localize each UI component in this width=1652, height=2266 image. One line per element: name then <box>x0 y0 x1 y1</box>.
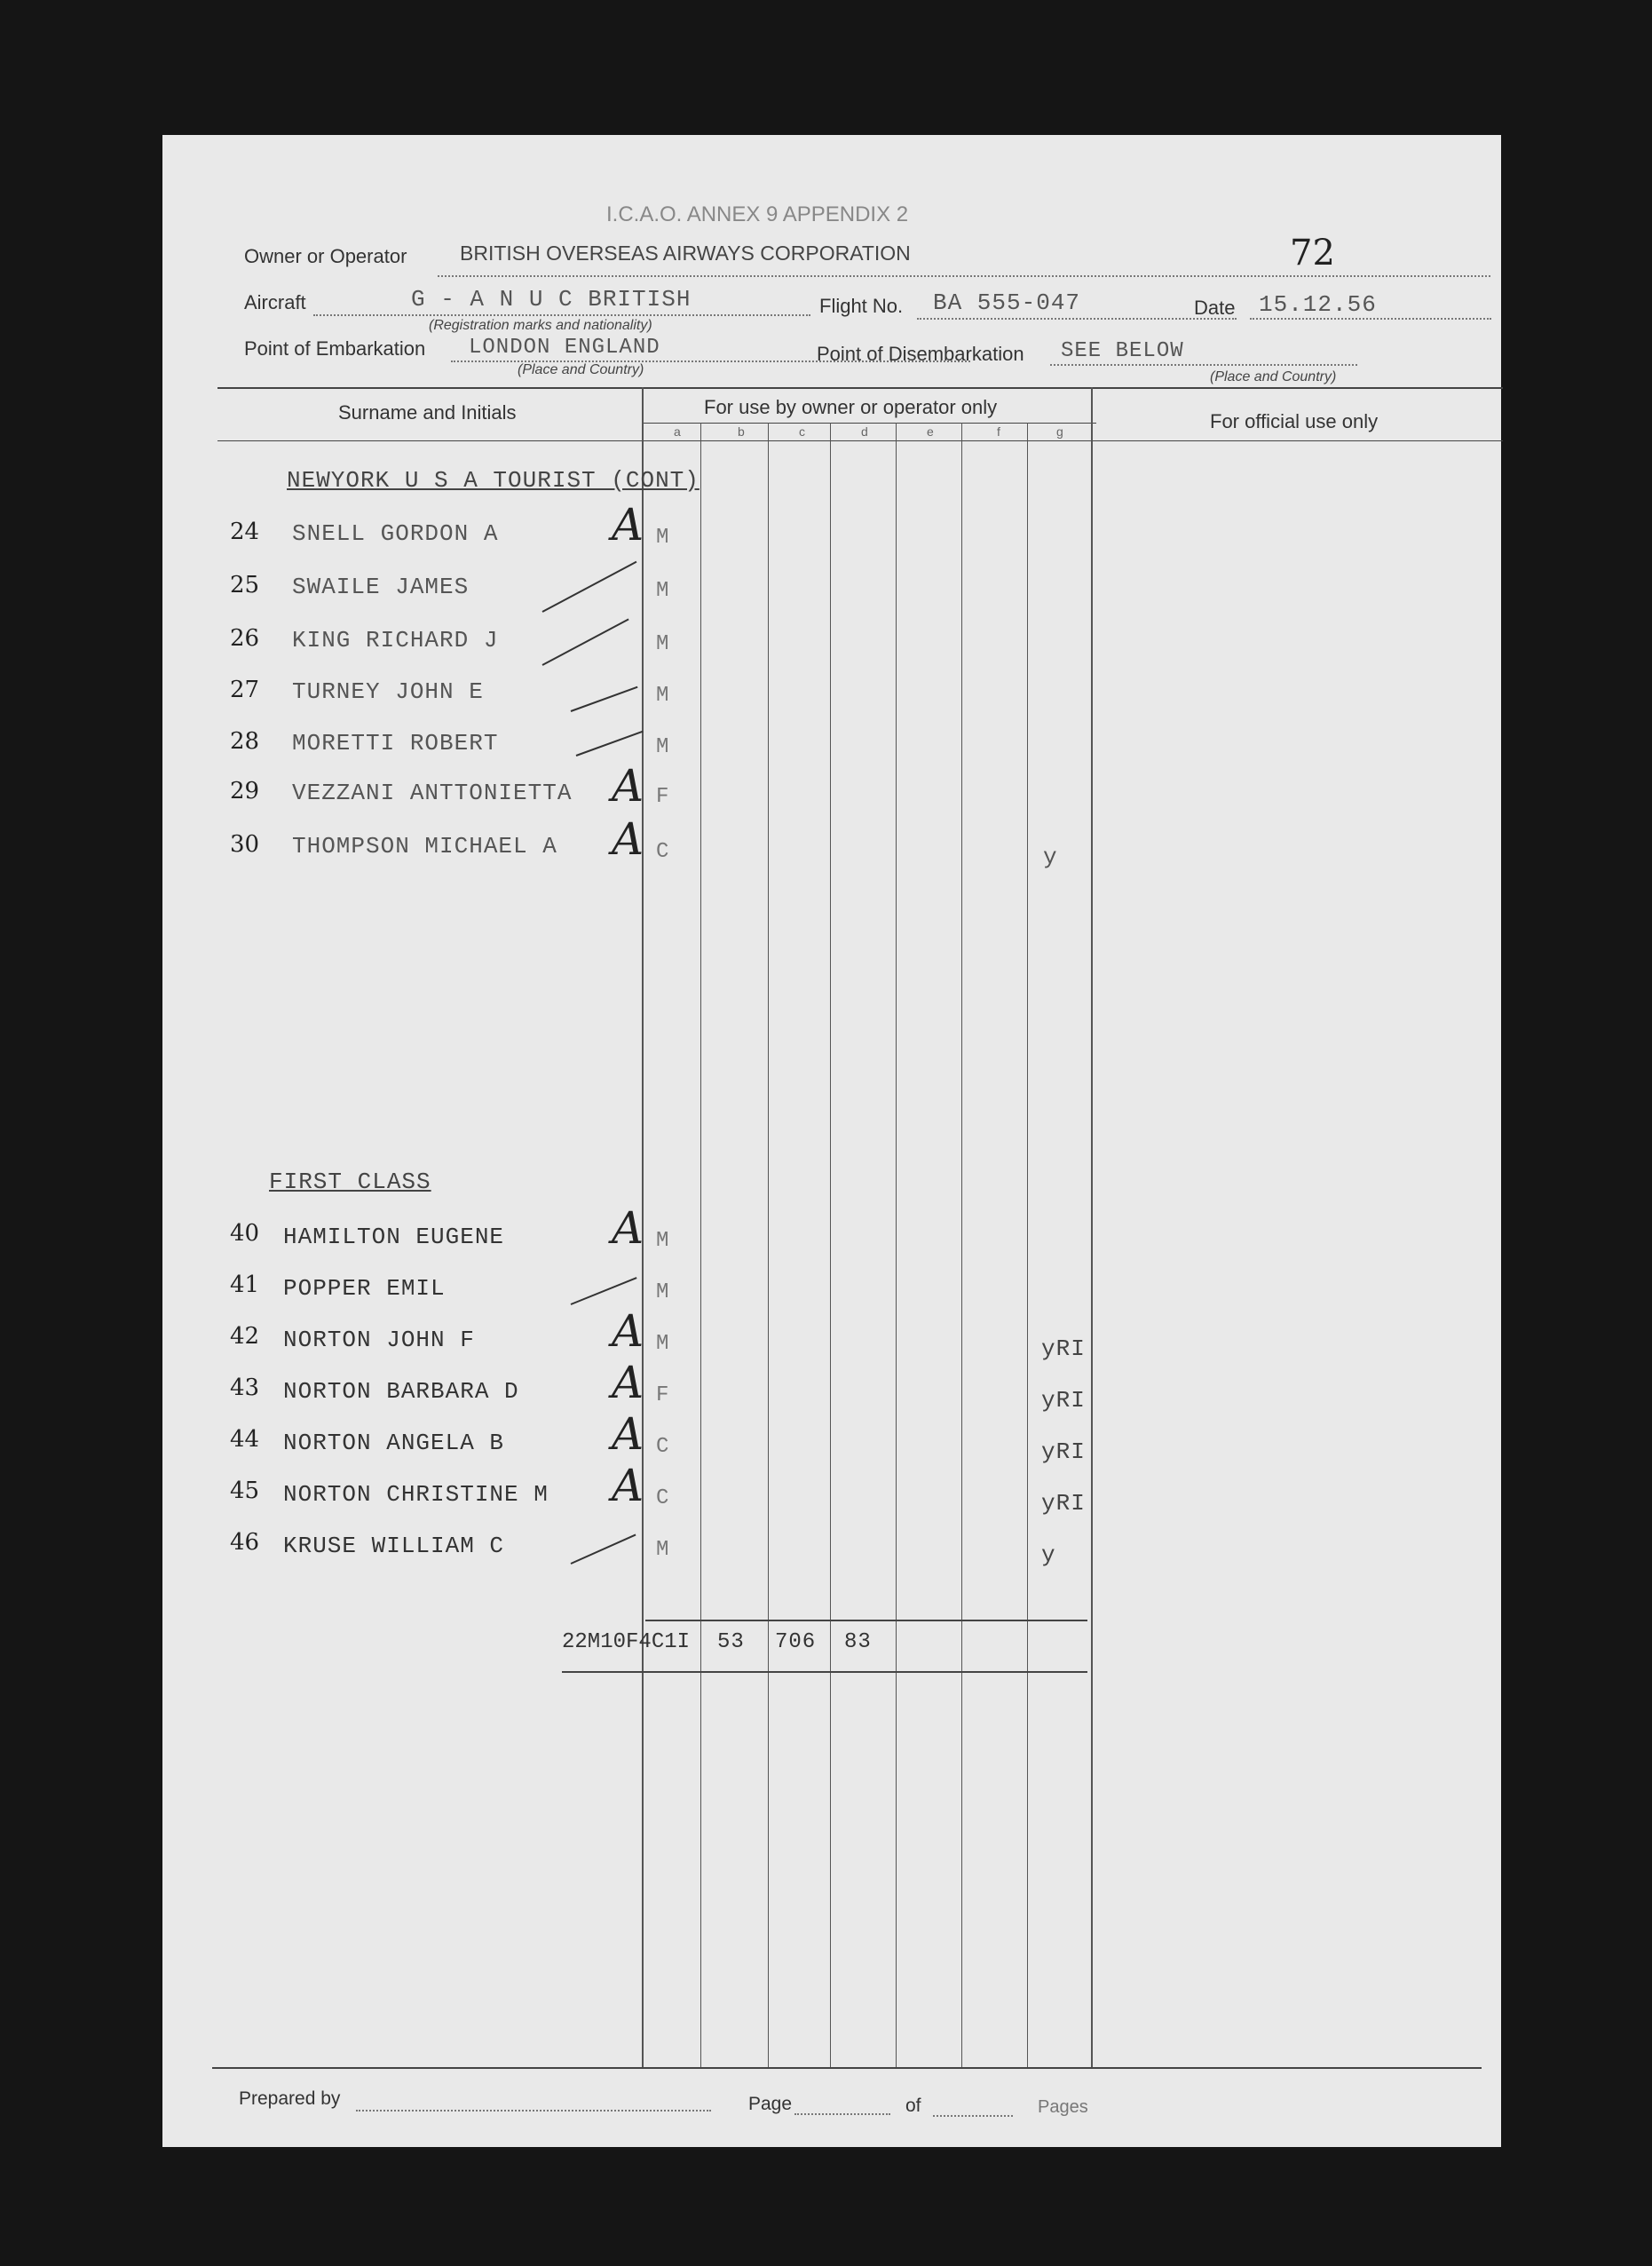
sex-code: C <box>656 1486 669 1510</box>
section-heading-first-class: FIRST CLASS <box>269 1169 431 1195</box>
table-header-rule <box>217 440 1503 441</box>
embark-value: LONDON ENGLAND <box>469 336 660 360</box>
date-label: Date <box>1194 297 1236 319</box>
column-line-c <box>768 423 769 2067</box>
form-reference: I.C.A.O. ANNEX 9 APPENDIX 2 <box>606 202 909 226</box>
column-line-official <box>1091 387 1093 2067</box>
column-line-d <box>830 423 831 2067</box>
handwritten-a-mark: A <box>612 813 644 865</box>
sex-code: F <box>656 785 669 809</box>
check-stroke <box>542 561 637 613</box>
sub-letter-f: f <box>997 424 1000 439</box>
of-label: of <box>905 2096 921 2116</box>
passenger-name: SNELL GORDON A <box>292 520 499 547</box>
column-line-g <box>1027 423 1028 2067</box>
owner-dotted-line <box>438 275 1490 277</box>
sex-code: M <box>656 1229 669 1253</box>
aircraft-dotted-line <box>313 314 810 316</box>
row-number: 28 <box>230 728 260 755</box>
passenger-name: HAMILTON EUGENE <box>283 1224 505 1250</box>
row-number: 41 <box>230 1272 260 1298</box>
passenger-name: THOMPSON MICHAEL A <box>292 833 557 860</box>
sub-letter-e: e <box>927 424 934 439</box>
sex-code: M <box>656 579 669 603</box>
owner-value: BRITISH OVERSEAS AIRWAYS CORPORATION <box>460 242 911 265</box>
aircraft-label: Aircraft <box>244 291 306 313</box>
totals-bottom-rule <box>562 1671 1087 1673</box>
row-number: 46 <box>230 1529 260 1556</box>
aircraft-value: G - A N U C BRITISH <box>411 286 692 313</box>
passenger-name: MORETTI ROBERT <box>292 730 499 757</box>
column-g-value: yRI <box>1041 1335 1086 1362</box>
column-line-b <box>700 423 701 2067</box>
handwritten-a-mark: A <box>612 1305 644 1357</box>
passenger-name: NORTON BARBARA D <box>283 1378 519 1405</box>
column-g-value: yRI <box>1041 1438 1086 1465</box>
passenger-name: NORTON ANGELA B <box>283 1430 505 1456</box>
sex-code: C <box>656 840 669 864</box>
column-line-f <box>961 423 962 2067</box>
row-number: 30 <box>230 831 260 858</box>
column-g-value: y <box>1041 1541 1056 1568</box>
column-line-e <box>896 423 897 2067</box>
page-number: 72 <box>1290 233 1335 273</box>
row-number: 27 <box>230 677 260 703</box>
sex-code: M <box>656 1280 669 1304</box>
disembark-value: SEE BELOW <box>1061 339 1184 363</box>
sex-code: M <box>656 735 669 759</box>
disembark-dotted-line <box>1050 364 1357 366</box>
passenger-name: VEZZANI ANTTONIETTA <box>292 780 573 806</box>
section-heading-tourist: NEWYORK U S A TOURIST (CONT) <box>287 467 700 494</box>
passenger-name: KING RICHARD J <box>292 627 499 654</box>
sub-letter-d: d <box>861 424 868 439</box>
disembark-label: Point of Disembarkation <box>817 343 1024 365</box>
handwritten-a-mark: A <box>612 1408 644 1460</box>
sub-letter-a: a <box>674 424 681 439</box>
footer-rule <box>212 2067 1482 2069</box>
date-dotted-line <box>1250 318 1491 320</box>
sex-code: M <box>656 1538 669 1562</box>
date-value: 15.12.56 <box>1259 291 1377 318</box>
page-label: Page <box>748 2094 793 2114</box>
sex-code: M <box>656 1332 669 1356</box>
sex-code: M <box>656 632 669 656</box>
passenger-name: SWAILE JAMES <box>292 574 470 600</box>
handwritten-a-mark: A <box>612 499 644 551</box>
check-stroke <box>571 686 638 712</box>
sub-letter-c: c <box>799 424 805 439</box>
table-top-rule <box>217 387 1503 389</box>
row-number: 44 <box>230 1426 260 1453</box>
flight-label: Flight No. <box>819 295 904 317</box>
total-column-c: 706 <box>775 1630 817 1654</box>
flight-dotted-line <box>917 318 1237 320</box>
flight-value: BA 555-047 <box>933 289 1081 316</box>
sub-letter-g: g <box>1056 424 1063 439</box>
disembark-note: (Place and Country) <box>1210 369 1337 384</box>
totals-sex-summary: 22M10F4C1I <box>562 1630 691 1654</box>
page-dotted-line <box>794 2113 890 2115</box>
row-number: 42 <box>230 1323 260 1350</box>
row-number: 29 <box>230 778 260 804</box>
sub-letter-b: b <box>738 424 745 439</box>
handwritten-a-mark: A <box>612 1460 644 1511</box>
embark-label: Point of Embarkation <box>244 337 426 360</box>
check-stroke <box>571 1534 636 1565</box>
sex-code: F <box>656 1383 669 1407</box>
embark-note: (Place and Country) <box>518 362 644 377</box>
manifest-sheet <box>162 135 1501 2147</box>
sex-code: M <box>656 684 669 708</box>
official-column-header: For official use only <box>1210 410 1379 432</box>
row-number: 40 <box>230 1220 260 1247</box>
owner-subheader-rule <box>642 423 1096 424</box>
owner-label: Owner or Operator <box>244 245 407 267</box>
total-column-b: 53 <box>717 1630 745 1654</box>
column-g-value: yRI <box>1041 1490 1086 1517</box>
pages-label: Pages <box>1038 2097 1088 2117</box>
passenger-name: POPPER EMIL <box>283 1275 446 1302</box>
passenger-name: NORTON JOHN F <box>283 1327 475 1353</box>
row-number: 43 <box>230 1375 260 1401</box>
column-g-value: y <box>1043 844 1058 870</box>
passenger-name: TURNEY JOHN E <box>292 678 484 705</box>
owner-column-header: For use by owner or operator only <box>704 396 998 418</box>
name-column-header: Surname and Initials <box>338 401 517 424</box>
of-dotted-line <box>933 2115 1013 2117</box>
handwritten-a-mark: A <box>612 760 644 812</box>
passenger-name: KRUSE WILLIAM C <box>283 1533 505 1559</box>
sex-code: C <box>656 1435 669 1459</box>
aircraft-note: (Registration marks and nationality) <box>429 318 652 333</box>
prepared-by-dotted-line <box>356 2110 711 2112</box>
totals-top-rule <box>645 1620 1087 1621</box>
handwritten-a-mark: A <box>612 1202 644 1254</box>
check-stroke <box>571 1277 637 1305</box>
column-g-value: yRI <box>1041 1387 1086 1414</box>
check-stroke <box>542 618 629 665</box>
row-number: 26 <box>230 625 260 652</box>
row-number: 45 <box>230 1478 260 1504</box>
row-number: 25 <box>230 572 260 598</box>
passenger-name: NORTON CHRISTINE M <box>283 1481 549 1508</box>
row-number: 24 <box>230 519 260 545</box>
sex-code: M <box>656 526 669 550</box>
total-column-d: 83 <box>844 1630 872 1654</box>
prepared-by-label: Prepared by <box>239 2088 341 2109</box>
check-stroke <box>576 731 644 757</box>
handwritten-a-mark: A <box>612 1357 644 1408</box>
